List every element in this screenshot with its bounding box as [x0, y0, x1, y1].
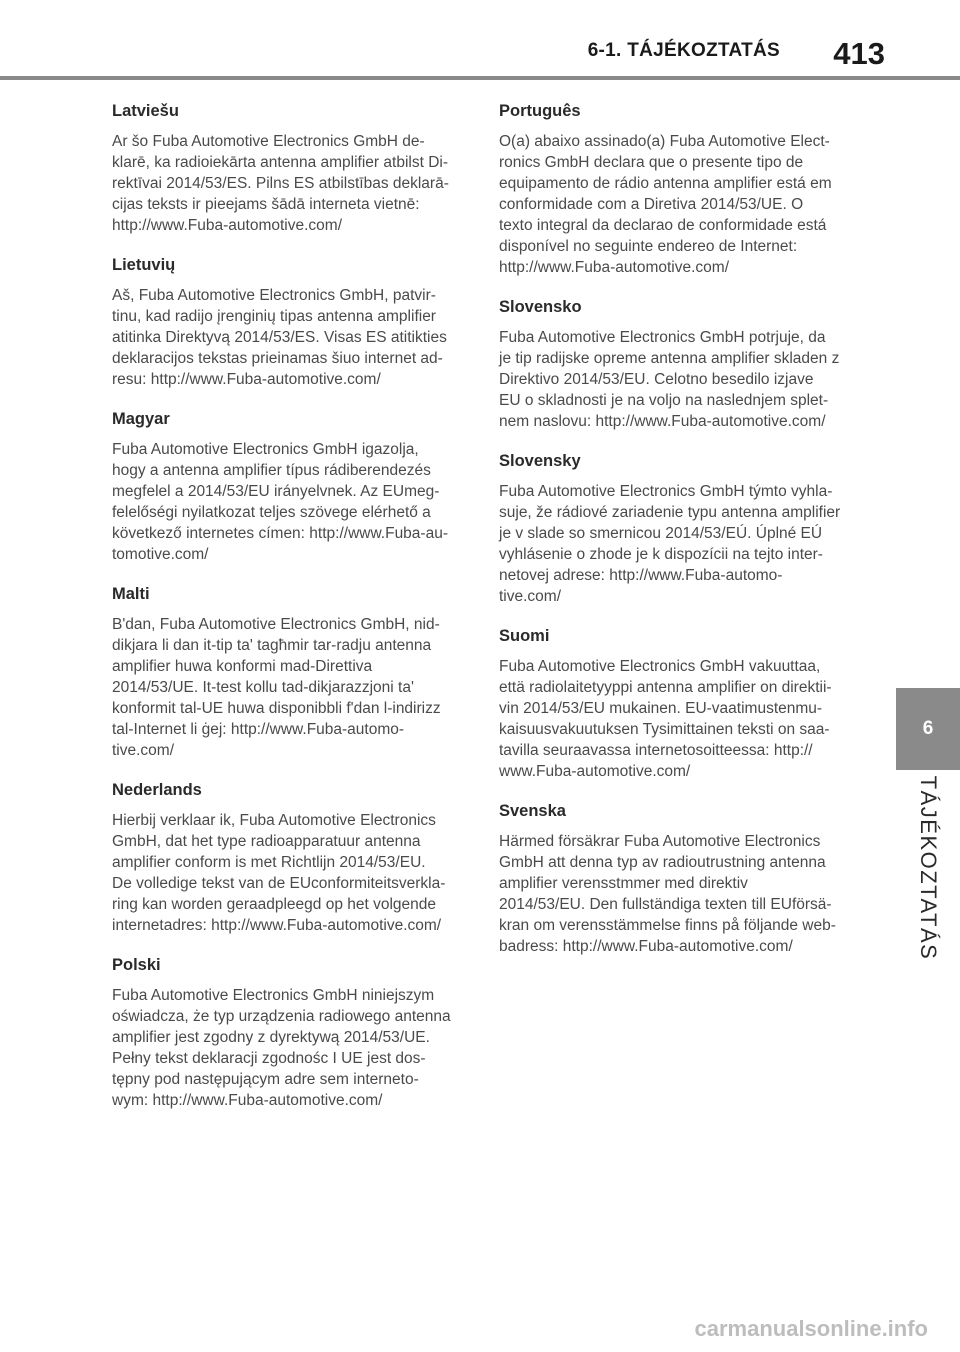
chapter-number: 6 [922, 718, 934, 739]
header-divider [0, 76, 960, 80]
right-column [499, 100, 851, 975]
language-section-slovensko [499, 296, 851, 432]
left-column [112, 100, 464, 1129]
language-section-nederlands [112, 779, 464, 936]
declaration-text: Fuba Automotive Electronics GmbH niniejszym oświadcza, że typ urządzenia radiowego antenna amplifier jest zgodny z dyrektywą 2014/53/UE. Pełny tekst deklaracji zgodnośc I UE jest dos- tępny pod następującym adre sem interneto- wym: http://www.Fuba-automotive.com/ [112, 987, 451, 1109]
language-section-svenska [499, 800, 851, 957]
chapter-tab [896, 688, 960, 770]
language-heading: Latviešu [112, 102, 179, 120]
language-section-malti [112, 583, 464, 761]
language-heading: Magyar [112, 410, 170, 428]
declaration-text: B'dan, Fuba Automotive Electronics GmbH, nid- dikjara li dan it-tip ta' tagħmir tar-radju antenna amplifier huwa konformi mad-Direttiva 2014/53/UE. It-test kollu tad-dikjarazzjoni ta' konformit tal-UE huwa disponibbli f'dan l-indirizz tal-Internet li ġej: http://www.Fuba-automo- tive.com/ [112, 616, 441, 759]
language-section-polski [112, 954, 464, 1111]
language-heading: Suomi [499, 627, 550, 645]
declaration-text: Fuba Automotive Electronics GmbH týmto vyhla- suje, že rádiové zariadenie typu antenna amplifier je v slade so smernicou 2014/53/EÚ. Úplné EÚ vyhlásenie o zhode je k dispozícii na tejto inter- netovej adrese: http://www.Fuba-automo- tive.com/ [499, 483, 841, 605]
section-title: 6-1. TÁJÉKOZTATÁS [587, 40, 780, 61]
declaration-text: Fuba Automotive Electronics GmbH igazolja, hogy a antenna amplifier típus rádiberendezés megfelel a 2014/53/EU irányelvnek. Az EUmeg- felelőségi nyilatkozat teljes szövege elérhető a következő internetes címen: http://www.Fuba-au- tomotive.com/ [112, 441, 448, 563]
language-heading: Svenska [499, 802, 566, 820]
declaration-text: Hierbij verklaar ik, Fuba Automotive Electronics GmbH, dat het type radioapparatuur antenna amplifier conform is met Richtlijn 2014/53/EU. De volledige tekst van de EUconformiteitsverkla- ring kan worden geraadpleegd op het volgende internetadres: http://www.Fuba-automotive.com/ [112, 812, 446, 934]
language-heading: Polski [112, 956, 161, 974]
declaration-text: Härmed försäkrar Fuba Automotive Electronics GmbH att denna typ av radioutrustning antenna amplifier verensstmmer med direktiv 2014/53/EU. Den fullständiga texten till EUförsä- kran om verensstämmelse finns på följande web- badress: http://www.Fuba-automotive.com/ [499, 833, 836, 955]
chapter-label: TÁJÉKOZTATÁS [916, 775, 941, 961]
language-section-latviesu [112, 100, 464, 236]
language-heading: Malti [112, 585, 150, 603]
language-section-portugues [499, 100, 851, 278]
declaration-text: O(a) abaixo assinado(a) Fuba Automotive Elect- ronics GmbH declara que o presente tipo de equipamento de rádio antenna amplifier está em conformidade com a Diretiva 2014/53/UE. O texto integral da declarao de conformidade está disponível no seguinte endereo de Internet: http://www.Fuba-automotive.com/ [499, 133, 832, 276]
declaration-text: Fuba Automotive Electronics GmbH potrjuje, da je tip radijske opreme antenna amplifier skladen z Direktivo 2014/53/EU. Celotno besedilo izjave EU o skladnosti je na voljo na naslednjem splet- nem naslovu: http://www.Fuba-automotive.com/ [499, 329, 840, 430]
language-section-slovensky [499, 450, 851, 607]
watermark: carmanualsonline.info [694, 1316, 928, 1341]
declaration-text: Fuba Automotive Electronics GmbH vakuuttaa, että radiolaitetyyppi antenna amplifier on direktii- vin 2014/53/EU mukainen. EU-vaatimustenmu- kaisuusvakuutuksen Tysimittainen teksti on saa- tavilla seuraavassa internetosoitteessa: http:// www.Fuba-automotive.com/ [499, 658, 832, 780]
language-heading: Slovensky [499, 452, 581, 470]
page-number: 413 [833, 36, 885, 71]
declaration-text: Aš, Fuba Automotive Electronics GmbH, patvir- tinu, kad radijo įrenginių tipas antenna amplifier atitinka Direktyvą 2014/53/ES. Visas ES atitikties deklaracijos tekstas prieinamas šiuo internet ad- resu: http://www.Fuba-automotive.com/ [112, 287, 447, 388]
language-heading: Slovensko [499, 298, 582, 316]
declaration-text: Ar šo Fuba Automotive Electronics GmbH de- klarē, ka radioiekārta antenna amplifier atbilst Di- rektīvai 2014/53/ES. Pilns ES atbilstības deklarā- cijas teksts ir pieejams šādā interneta vietnē: http://www.Fuba-automotive.com/ [112, 133, 449, 234]
language-section-magyar [112, 408, 464, 565]
language-heading: Português [499, 102, 581, 120]
language-section-lietuviu [112, 254, 464, 390]
language-heading: Nederlands [112, 781, 202, 799]
language-section-suomi [499, 625, 851, 782]
language-heading: Lietuvių [112, 256, 176, 274]
